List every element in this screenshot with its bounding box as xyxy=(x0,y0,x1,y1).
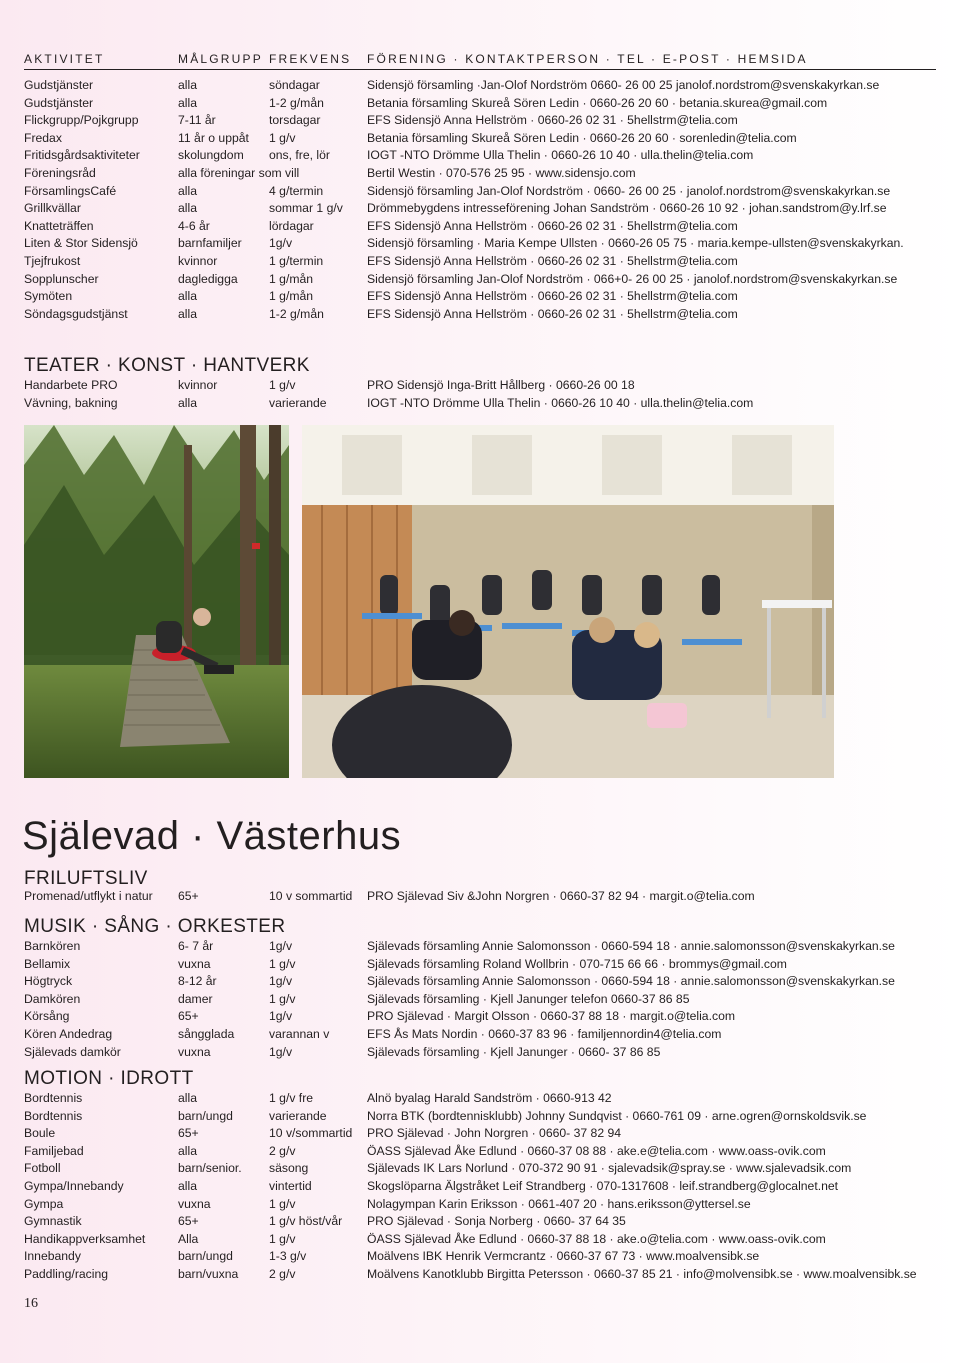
frequency-cell: 1g/v xyxy=(269,236,293,251)
frequency-cell: 1g/v xyxy=(269,974,293,989)
activity-cell: Fotboll xyxy=(24,1161,61,1176)
header-aktivitet: AKTIVITET xyxy=(24,52,105,66)
activity-cell: Söndagsgudstjänst xyxy=(24,306,128,321)
target-group-cell: dagledigga xyxy=(178,271,238,286)
table-row xyxy=(24,974,936,992)
frequency-cell: sommar 1 g/v xyxy=(269,201,343,216)
activity-table-musik xyxy=(24,939,936,1062)
activity-cell: Högtryck xyxy=(24,974,73,989)
target-group-cell: 65+ xyxy=(178,1009,199,1024)
table-row xyxy=(24,1214,936,1232)
table-row xyxy=(24,992,936,1010)
frequency-cell: varierande xyxy=(269,395,327,410)
frequency-cell: 1-3 g/v xyxy=(269,1249,307,1264)
table-row xyxy=(24,1232,936,1250)
contact-cell: Själevads församling Roland Wollbrin · 070-715 66 66 · brommys@gmail.com xyxy=(367,956,787,971)
activity-cell: Bordtennis xyxy=(24,1091,83,1105)
table-row xyxy=(24,1027,936,1045)
activity-cell: Handarbete PRO xyxy=(24,378,118,392)
target-group-cell: damer xyxy=(178,991,213,1006)
target-group-cell: alla xyxy=(178,201,197,216)
contact-cell: EFS Sidensjö Anna Hellström · 0660-26 02 31 · 5hellstrm@telia.com xyxy=(367,253,738,268)
activity-cell: Gudstjänster xyxy=(24,78,94,92)
contact-cell: Moälvens IBK Henrik Vermcrantz · 0660-37 67 73 · www.moalvensibk.se xyxy=(367,1249,760,1264)
table-row xyxy=(24,1126,936,1144)
target-group-cell: alla xyxy=(178,183,197,198)
contact-cell: Sidensjö församling Jan-Olof Nordström · 0660- 26 00 25 · janolof.nordstrom@svenskakyrkan.se xyxy=(367,183,891,198)
place-title: Själevad · Västerhus xyxy=(22,814,402,858)
table-row xyxy=(24,184,936,202)
column-header xyxy=(24,52,936,70)
frequency-cell: 1 g/v xyxy=(269,378,296,392)
activity-cell: Grillkvällar xyxy=(24,201,81,216)
contact-cell: Själevads församling · Kjell Janunger · 0660- 37 86 85 xyxy=(367,1044,661,1059)
activity-cell: Innebandy xyxy=(24,1249,81,1264)
table-row xyxy=(24,96,936,114)
activity-cell: Gudstjänster xyxy=(24,95,94,110)
activity-cell: Gympa/Innebandy xyxy=(24,1178,124,1193)
contact-cell: Sidensjö församling Jan-Olof Nordström · 066+0- 26 00 25 · janolof.nordstrom@svenskakyrkan.se xyxy=(367,271,898,286)
contact-cell: IOGT -NTO Drömme Ulla Thelin · 0660-26 10 40 · ulla.thelin@telia.com xyxy=(367,148,754,163)
contact-cell: Själevads församling Annie Salomonsson · 0660-594 18 · annie.salomonsson@svenskakyrkan.se xyxy=(367,939,895,953)
table-row xyxy=(24,1091,936,1109)
frequency-cell: 2 g/v xyxy=(269,1266,296,1281)
frequency-cell: 1 g/mån xyxy=(269,289,314,304)
activity-table-motion xyxy=(24,1091,936,1285)
photo-dance-studio xyxy=(302,425,834,778)
frequency-cell: torsdagar xyxy=(269,113,321,128)
target-group-cell: Alla xyxy=(178,1231,199,1246)
table-row xyxy=(24,236,936,254)
table-row xyxy=(24,1109,936,1127)
activity-cell: Damkören xyxy=(24,991,81,1006)
table-row xyxy=(24,166,936,184)
page-number: 16 xyxy=(24,1296,38,1311)
activity-cell: Vävning, bakning xyxy=(24,395,118,410)
activity-cell: FörsamlingsCafé xyxy=(24,183,117,198)
photo-forest-hike xyxy=(24,425,289,778)
contact-cell: Betania församling Skureå Sören Ledin · 0660-26 20 60 · betania.skurea@gmail.com xyxy=(367,95,828,110)
target-group-cell: barn/ungd xyxy=(178,1108,233,1123)
table-row xyxy=(24,254,936,272)
table-row xyxy=(24,889,936,907)
contact-cell: EFS Sidensjö Anna Hellström · 0660-26 02 31 · 5hellstrm@telia.com xyxy=(367,113,738,128)
frequency-cell: säsong xyxy=(269,1161,309,1176)
frequency-cell: 1 g/v xyxy=(269,956,296,971)
activity-cell: Föreningsråd xyxy=(24,165,96,180)
activity-table-top xyxy=(24,78,936,324)
contact-cell: Moälvens Kanotklubb Birgitta Petersson · 0660-37 85 21 · info@molvensibk.se · www.moalvensibk.se xyxy=(367,1266,917,1281)
contact-cell: Norra BTK (bordtennisklubb) Johnny Sundqvist · 0660-761 09 · arne.ogren@ornskoldsvik.se xyxy=(367,1108,867,1123)
target-group-cell: 7-11 år xyxy=(178,113,216,128)
table-row xyxy=(24,113,936,131)
target-group-cell: alla föreningar som vill xyxy=(178,165,300,180)
contact-cell: PRO Själevad · Margit Olsson · 0660-37 88 18 · margit.o@telia.com xyxy=(367,1009,735,1024)
target-group-cell: alla xyxy=(178,95,197,110)
target-group-cell: kvinnor xyxy=(178,253,218,268)
activity-cell: Gympa xyxy=(24,1196,64,1211)
target-group-cell: alla xyxy=(178,306,197,321)
contact-cell: Själevads församling Annie Salomonsson · 0660-594 18 · annie.salomonsson@svenskakyrkan.se xyxy=(367,974,895,989)
target-group-cell: barn/ungd xyxy=(178,1249,233,1264)
contact-cell: PRO Själevad · Sonja Norberg · 0660- 37 64 35 xyxy=(367,1214,626,1229)
contact-cell: Sidensjö församling · Maria Kempe Ullsten · 0660-26 05 75 · maria.kempe-ullsten@svenskakyrkan. xyxy=(367,236,904,251)
table-row xyxy=(24,307,936,325)
activity-cell: Sopplunscher xyxy=(24,271,99,286)
target-group-cell: 4-6 år xyxy=(178,218,210,233)
table-row xyxy=(24,1144,936,1162)
header-forening: FÖRENING · KONTAKTPERSON · TEL · E-POST · HEMSIDA xyxy=(367,52,808,66)
target-group-cell: vuxna xyxy=(178,1044,211,1059)
contact-cell: Bertil Westin · 070-576 25 95 · www.sidensjo.com xyxy=(367,165,636,180)
frequency-cell: vintertid xyxy=(269,1178,312,1193)
contact-cell: PRO Själevad Siv &John Norgren · 0660-37 82 94 · margit.o@telia.com xyxy=(367,889,755,903)
target-group-cell: sångglada xyxy=(178,1026,235,1041)
activity-cell: Liten & Stor Sidensjö xyxy=(24,236,138,251)
section-heading-musik: MUSIK · SÅNG · ORKESTER xyxy=(24,916,286,937)
frequency-cell: 1 g/v fre xyxy=(269,1091,314,1105)
target-group-cell: alla xyxy=(178,395,197,410)
contact-cell: EFS Ås Mats Nordin · 0660-37 83 96 · familjennordin4@telia.com xyxy=(367,1026,722,1041)
activity-cell: Bellamix xyxy=(24,956,71,971)
activity-cell: Paddling/racing xyxy=(24,1266,109,1281)
contact-cell: Nolagympan Karin Eriksson · 0661-407 20 · hans.eriksson@yttersel.se xyxy=(367,1196,751,1211)
table-row xyxy=(24,131,936,149)
frequency-cell: 1 g/v xyxy=(269,130,296,145)
frequency-cell: 1-2 g/mån xyxy=(269,306,324,321)
frequency-cell: varierande xyxy=(269,1108,327,1123)
section-heading-teater: TEATER · KONST · HANTVERK xyxy=(24,355,310,376)
contact-cell: PRO Sidensjö Inga-Britt Hållberg · 0660-26 00 18 xyxy=(367,378,635,392)
header-malgrupp: MÅLGRUPP xyxy=(178,52,263,66)
table-row xyxy=(24,1045,936,1063)
target-group-cell: 65+ xyxy=(178,1126,199,1141)
contact-cell: ÖASS Själevad Åke Edlund · 0660-37 88 18 · ake.o@telia.com · www.oass-ovik.com xyxy=(367,1231,826,1246)
table-row xyxy=(24,1249,936,1267)
contact-cell: Skogslöparna Älgstråket Leif Strandberg · 070-1317608 · leif.strandberg@glocalnet.net xyxy=(367,1178,839,1193)
target-group-cell: vuxna xyxy=(178,956,211,971)
table-row xyxy=(24,939,936,957)
target-group-cell: 65+ xyxy=(178,1214,199,1229)
frequency-cell: 10 v sommartid xyxy=(269,889,353,903)
contact-cell: Betania församling Skureå Sören Ledin · 0660-26 20 60 · sorenledin@telia.com xyxy=(367,130,797,145)
target-group-cell: 11 år o uppåt xyxy=(178,130,249,145)
contact-cell: Själevads IK Lars Norlund · 070-372 90 91 · sjalevadsik@spray.se · www.sjalevadsik.com xyxy=(367,1161,852,1176)
target-group-cell: kvinnor xyxy=(178,378,218,392)
table-row xyxy=(24,201,936,219)
contact-cell: EFS Sidensjö Anna Hellström · 0660-26 02 31 · 5hellstrm@telia.com xyxy=(367,218,738,233)
contact-cell: Sidensjö församling ·Jan-Olof Nordström 0660- 26 00 25 janolof.nordstrom@svenskakyrkan.se xyxy=(367,78,880,92)
contact-cell: ÖASS Själevad Åke Edlund · 0660-37 08 88 · ake.e@telia.com · www.oass-ovik.com xyxy=(367,1143,826,1158)
table-row xyxy=(24,1267,936,1285)
frequency-cell: 10 v/sommartid xyxy=(269,1126,353,1141)
table-row xyxy=(24,1197,936,1215)
table-row xyxy=(24,219,936,237)
target-group-cell: 8-12 år xyxy=(178,974,217,989)
activity-table-friluftsliv xyxy=(24,889,936,907)
table-row xyxy=(24,1161,936,1179)
activity-cell: Gymnastik xyxy=(24,1214,82,1229)
activity-cell: Bordtennis xyxy=(24,1108,83,1123)
frequency-cell: 1g/v xyxy=(269,1044,293,1059)
contact-cell: EFS Sidensjö Anna Hellström · 0660-26 02 31 · 5hellstrm@telia.com xyxy=(367,306,738,321)
section-heading-friluftsliv: FRILUFTSLIV xyxy=(24,868,148,889)
activity-cell: Körsång xyxy=(24,1009,70,1024)
target-group-cell: barnfamiljer xyxy=(178,236,242,251)
target-group-cell: 65+ xyxy=(178,889,199,903)
table-row xyxy=(24,378,936,396)
activity-cell: Fritidsgårdsaktiviteter xyxy=(24,148,140,163)
activity-cell: Kören Andedrag xyxy=(24,1026,113,1041)
activity-cell: Symöten xyxy=(24,289,73,304)
frequency-cell: 1 g/termin xyxy=(269,253,324,268)
target-group-cell: alla xyxy=(178,78,197,92)
activity-cell: Flickgrupp/Pojkgrupp xyxy=(24,113,139,128)
frequency-cell: ons, fre, lör xyxy=(269,148,330,163)
contact-cell: IOGT -NTO Drömme Ulla Thelin · 0660-26 10 40 · ulla.thelin@telia.com xyxy=(367,395,754,410)
target-group-cell: alla xyxy=(178,1091,197,1105)
activity-cell: Själevads damkör xyxy=(24,1044,121,1059)
frequency-cell: varannan v xyxy=(269,1026,330,1041)
table-row xyxy=(24,148,936,166)
target-group-cell: alla xyxy=(178,289,197,304)
frequency-cell: 2 g/v xyxy=(269,1143,296,1158)
section-heading-motion: MOTION · IDROTT xyxy=(24,1068,194,1089)
table-row xyxy=(24,1009,936,1027)
contact-cell: EFS Sidensjö Anna Hellström · 0660-26 02 31 · 5hellstrm@telia.com xyxy=(367,289,738,304)
frequency-cell: söndagar xyxy=(269,78,320,92)
activity-cell: Tjejfrukost xyxy=(24,253,81,268)
contact-cell: PRO Själevad · John Norgren · 0660- 37 82 94 xyxy=(367,1126,622,1141)
table-row xyxy=(24,957,936,975)
target-group-cell: barn/vuxna xyxy=(178,1266,239,1281)
frequency-cell: 1g/v xyxy=(269,939,293,953)
activity-cell: Knatteträffen xyxy=(24,218,94,233)
target-group-cell: alla xyxy=(178,1143,197,1158)
table-row xyxy=(24,78,936,96)
contact-cell: Alnö byalag Harald Sandström · 0660-913 42 xyxy=(367,1091,612,1105)
table-row xyxy=(24,289,936,307)
frequency-cell: 1g/v xyxy=(269,1009,293,1024)
activity-cell: Boule xyxy=(24,1126,56,1141)
target-group-cell: skolungdom xyxy=(178,148,244,163)
frequency-cell: 1-2 g/mån xyxy=(269,95,324,110)
target-group-cell: 6- 7 år xyxy=(178,939,214,953)
activity-cell: Barnkören xyxy=(24,939,81,953)
target-group-cell: vuxna xyxy=(178,1196,211,1211)
header-frekvens: FREKVENS xyxy=(269,52,352,66)
activity-table-teater xyxy=(24,378,936,413)
frequency-cell: 1 g/v xyxy=(269,991,296,1006)
frequency-cell: 4 g/termin xyxy=(269,183,324,198)
frequency-cell: 1 g/v xyxy=(269,1231,296,1246)
activity-cell: Promenad/utflykt i natur xyxy=(24,889,153,903)
target-group-cell: barn/senior. xyxy=(178,1161,242,1176)
activity-cell: Familjebad xyxy=(24,1143,84,1158)
contact-cell: Drömmebygdens intresseförening Johan Sandström · 0660-26 10 92 · johan.sandstrom@y.lrf.se xyxy=(367,201,887,216)
frequency-cell: 1 g/v xyxy=(269,1196,296,1211)
activity-cell: Fredax xyxy=(24,130,62,145)
target-group-cell: alla xyxy=(178,1178,197,1193)
frequency-cell: lördagar xyxy=(269,218,314,233)
activity-cell: Handikappverksamhet xyxy=(24,1231,146,1246)
frequency-cell: 1 g/v höst/vår xyxy=(269,1214,343,1229)
table-row xyxy=(24,272,936,290)
table-row xyxy=(24,396,936,414)
contact-cell: Själevads församling · Kjell Janunger telefon 0660-37 86 85 xyxy=(367,991,690,1006)
frequency-cell: 1 g/mån xyxy=(269,271,314,286)
table-row xyxy=(24,1179,936,1197)
